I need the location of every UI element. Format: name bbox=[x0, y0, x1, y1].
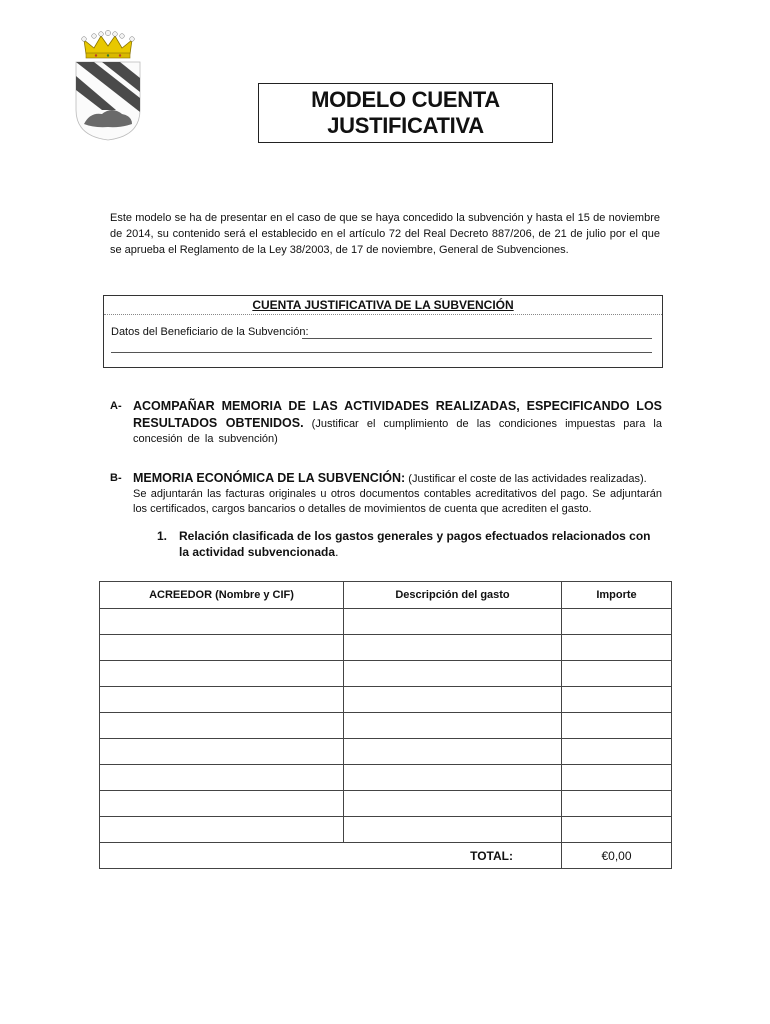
table-row bbox=[100, 713, 672, 739]
section-a-letter: A- bbox=[110, 400, 122, 412]
amount-cell[interactable] bbox=[562, 687, 672, 713]
creditor-cell[interactable] bbox=[100, 661, 344, 687]
crown-icon bbox=[82, 30, 135, 58]
total-value: €0,00 bbox=[562, 843, 672, 869]
beneficiary-box-title: CUENTA JUSTIFICATIVA DE LA SUBVENCIÓN bbox=[104, 296, 662, 315]
intro-paragraph: Este modelo se ha de presentar en el caso de que se haya concedido la subvención y hasta el 15 de noviembre de 2014, su contenido será el establecido en el artículo 72 del Real Decreto 887/206, de 21 de julio por el que se aprueba el Reglamento de la Ley 38/2003, de 17 de noviembre, General de Subvenciones. bbox=[110, 212, 660, 256]
section-b-note: (Justificar el coste de las actividades realizadas). bbox=[405, 473, 647, 485]
description-cell[interactable] bbox=[344, 635, 562, 661]
description-cell[interactable] bbox=[344, 817, 562, 843]
column-header-description: Descripción del gasto bbox=[344, 582, 562, 609]
section-b bbox=[110, 470, 662, 517]
section-a-note: (Justificar el cumplimiento de las condiciones impuestas para la concesión de la subvención) bbox=[133, 418, 662, 445]
description-cell[interactable] bbox=[344, 791, 562, 817]
expense-list-heading bbox=[157, 528, 661, 560]
shield-icon bbox=[76, 62, 140, 140]
item-period: . bbox=[335, 545, 339, 559]
creditor-cell[interactable] bbox=[100, 817, 344, 843]
table-row bbox=[100, 635, 672, 661]
creditor-cell[interactable] bbox=[100, 609, 344, 635]
section-b-heading: MEMORIA ECONÓMICA DE LA SUBVENCIÓN: bbox=[133, 471, 406, 485]
beneficiary-input-line-2[interactable] bbox=[111, 352, 652, 353]
amount-cell[interactable] bbox=[562, 661, 672, 687]
table-row bbox=[100, 739, 672, 765]
description-cell[interactable] bbox=[344, 739, 562, 765]
amount-cell[interactable] bbox=[562, 817, 672, 843]
table-row bbox=[100, 609, 672, 635]
section-b-letter: B- bbox=[110, 472, 122, 484]
description-cell[interactable] bbox=[344, 687, 562, 713]
table-header-row bbox=[100, 582, 672, 609]
table-row bbox=[100, 687, 672, 713]
amount-cell[interactable] bbox=[562, 609, 672, 635]
creditor-cell[interactable] bbox=[100, 687, 344, 713]
coat-of-arms-logo bbox=[72, 28, 144, 146]
beneficiary-box bbox=[103, 295, 663, 368]
title-line-1: MODELO CUENTA bbox=[311, 87, 500, 112]
amount-cell[interactable] bbox=[562, 791, 672, 817]
beneficiary-input-line-1[interactable] bbox=[302, 338, 652, 339]
table-row bbox=[100, 817, 672, 843]
item-text: Relación clasificada de los gastos generales y pagos efectuados relacionados con la actividad subvencionada bbox=[179, 529, 651, 559]
column-header-amount: Importe bbox=[562, 582, 672, 609]
creditor-cell[interactable] bbox=[100, 791, 344, 817]
description-cell[interactable] bbox=[344, 713, 562, 739]
document-title bbox=[258, 83, 553, 143]
section-a-heading: ACOMPAÑAR MEMORIA DE LAS ACTIVIDADES REALIZADAS, ESPECIFICANDO LOS RESULTADOS OBTENIDOS. bbox=[133, 399, 662, 430]
amount-cell[interactable] bbox=[562, 713, 672, 739]
beneficiary-label: Datos del Beneficiario de la Subvención: bbox=[111, 326, 309, 338]
expenses-table bbox=[99, 581, 672, 869]
total-row bbox=[100, 843, 672, 869]
table-row bbox=[100, 765, 672, 791]
item-number: 1. bbox=[157, 529, 168, 543]
amount-cell[interactable] bbox=[562, 635, 672, 661]
amount-cell[interactable] bbox=[562, 765, 672, 791]
section-b-body: Se adjuntarán las facturas originales u otros documentos contables acreditativos del pago. Se adjuntarán los certificados, cargos bancarios o detalles de movimientos de cuenta que acrediten el gasto. bbox=[133, 488, 662, 515]
column-header-creditor: ACREEDOR (Nombre y CIF) bbox=[100, 582, 344, 609]
description-cell[interactable] bbox=[344, 765, 562, 791]
creditor-cell[interactable] bbox=[100, 765, 344, 791]
total-label: TOTAL: bbox=[100, 843, 562, 869]
amount-cell[interactable] bbox=[562, 739, 672, 765]
creditor-cell[interactable] bbox=[100, 739, 344, 765]
table-row bbox=[100, 791, 672, 817]
title-line-2: JUSTIFICATIVA bbox=[327, 113, 484, 138]
creditor-cell[interactable] bbox=[100, 635, 344, 661]
creditor-cell[interactable] bbox=[100, 713, 344, 739]
table-row bbox=[100, 661, 672, 687]
section-a bbox=[110, 398, 662, 447]
description-cell[interactable] bbox=[344, 661, 562, 687]
description-cell[interactable] bbox=[344, 609, 562, 635]
